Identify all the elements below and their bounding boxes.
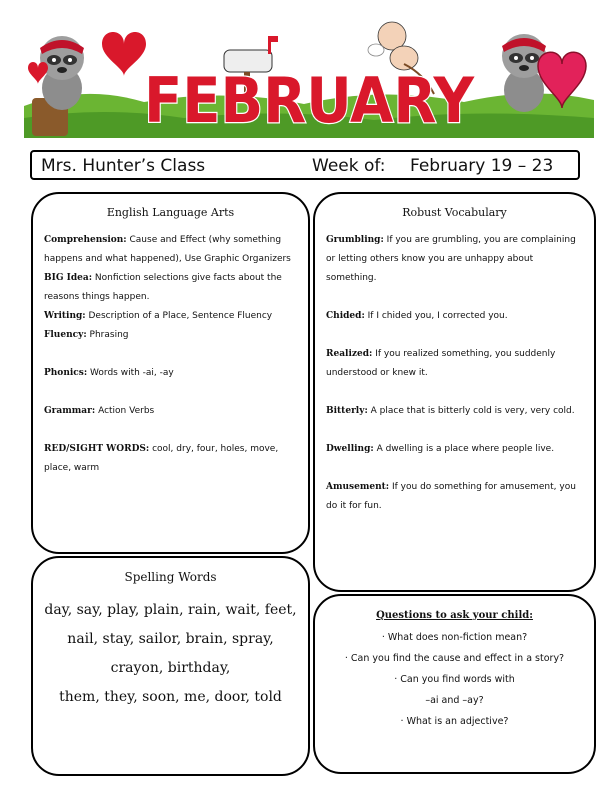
vocab-text: A place that is bitterly cold is very, very cold. [370, 406, 575, 416]
vocab-title: Robust Vocabulary [402, 206, 507, 219]
ela-item [44, 231, 298, 269]
ela-label: Grammar: [44, 406, 96, 416]
ela-label: Fluency: [44, 330, 87, 340]
vocab-label: Dwelling: [326, 444, 374, 454]
vocab-label: Realized: [326, 349, 373, 359]
banner-title: FEBRUARY [144, 64, 475, 137]
vocab-text: If you realized something, you suddenly understood or knew it. [326, 349, 556, 378]
question-item: · Can you find the cause and effect in a story? [344, 653, 565, 664]
question-item: –ai and –ay? [425, 695, 484, 706]
spelling-title: Spelling Words [124, 570, 217, 584]
ela-title: English Language Arts [106, 206, 235, 219]
vocab-text: If I chided you, I corrected you. [367, 311, 508, 321]
questions-title: Questions to ask your child: [376, 610, 533, 621]
ela-text: Phrasing [89, 330, 129, 340]
vocab-item [326, 478, 584, 516]
ela-label: RED/SIGHT WORDS: [44, 444, 150, 454]
question-item: · Can you find words with [394, 674, 515, 685]
question-item: · What does non-fiction mean? [381, 632, 528, 643]
ela-box [31, 192, 310, 554]
spelling-box [31, 556, 310, 776]
ela-item [44, 440, 298, 478]
vocab-item [326, 307, 584, 326]
week-value: February 19 – 23 [410, 156, 554, 176]
ela-item [44, 326, 298, 345]
ela-text: Action Verbs [98, 406, 155, 416]
questions-box [313, 594, 596, 774]
ela-text: Nonfiction selections give facts about the reasons things happen. [44, 273, 282, 302]
ela-text: cool, dry, four, holes, move, place, warm [44, 444, 279, 473]
heart-icon [102, 32, 146, 76]
spelling-words [33, 596, 308, 712]
vocab-text: If you are grumbling, you are complaining or letting others know you are unhappy about something. [326, 235, 576, 283]
vocab-item [326, 402, 584, 421]
ela-text: Words with -ai, -ay [90, 368, 174, 378]
ela-item [44, 307, 298, 326]
class-name: Mrs. Hunter’s Class [41, 156, 206, 176]
spelling-words-line: them, they, soon, me, door, told [59, 689, 282, 705]
ela-text: Cause and Effect (why something happens and what happened), Use Graphic Organizers [44, 235, 291, 264]
ela-text: Description of a Place, Sentence Fluency [88, 311, 273, 321]
ela-item [44, 364, 298, 383]
vocabulary-box [313, 192, 596, 592]
week-label: Week of: [312, 156, 386, 176]
vocab-item [326, 231, 584, 288]
ela-item [44, 269, 298, 307]
vocab-label: Chided: [326, 311, 365, 321]
vocab-text: If you do something for amusement, you do it for fun. [326, 482, 576, 511]
february-banner [24, 14, 594, 140]
vocab-text: A dwelling is a place where people live. [376, 444, 555, 454]
vocab-item [326, 440, 584, 459]
raccoon-left-icon [40, 36, 84, 110]
vocab-label: Amusement: [326, 482, 390, 492]
vocab-item [326, 345, 584, 383]
spelling-words-line: day, say, play, plain, rain, wait, feet, nail, stay, sailor, brain, spray, crayon, birthday, [44, 602, 297, 676]
ela-label: Writing: [44, 311, 86, 321]
header-bar [30, 150, 580, 180]
ela-label: Phonics: [44, 368, 88, 378]
vocab-label: Bitterly: [326, 406, 368, 416]
question-item: · What is an adjective? [400, 716, 509, 727]
ela-label: BIG Idea: [44, 273, 93, 283]
ela-label: Comprehension: [44, 235, 127, 245]
ela-item [44, 402, 298, 421]
vocab-label: Grumbling: [326, 235, 384, 245]
